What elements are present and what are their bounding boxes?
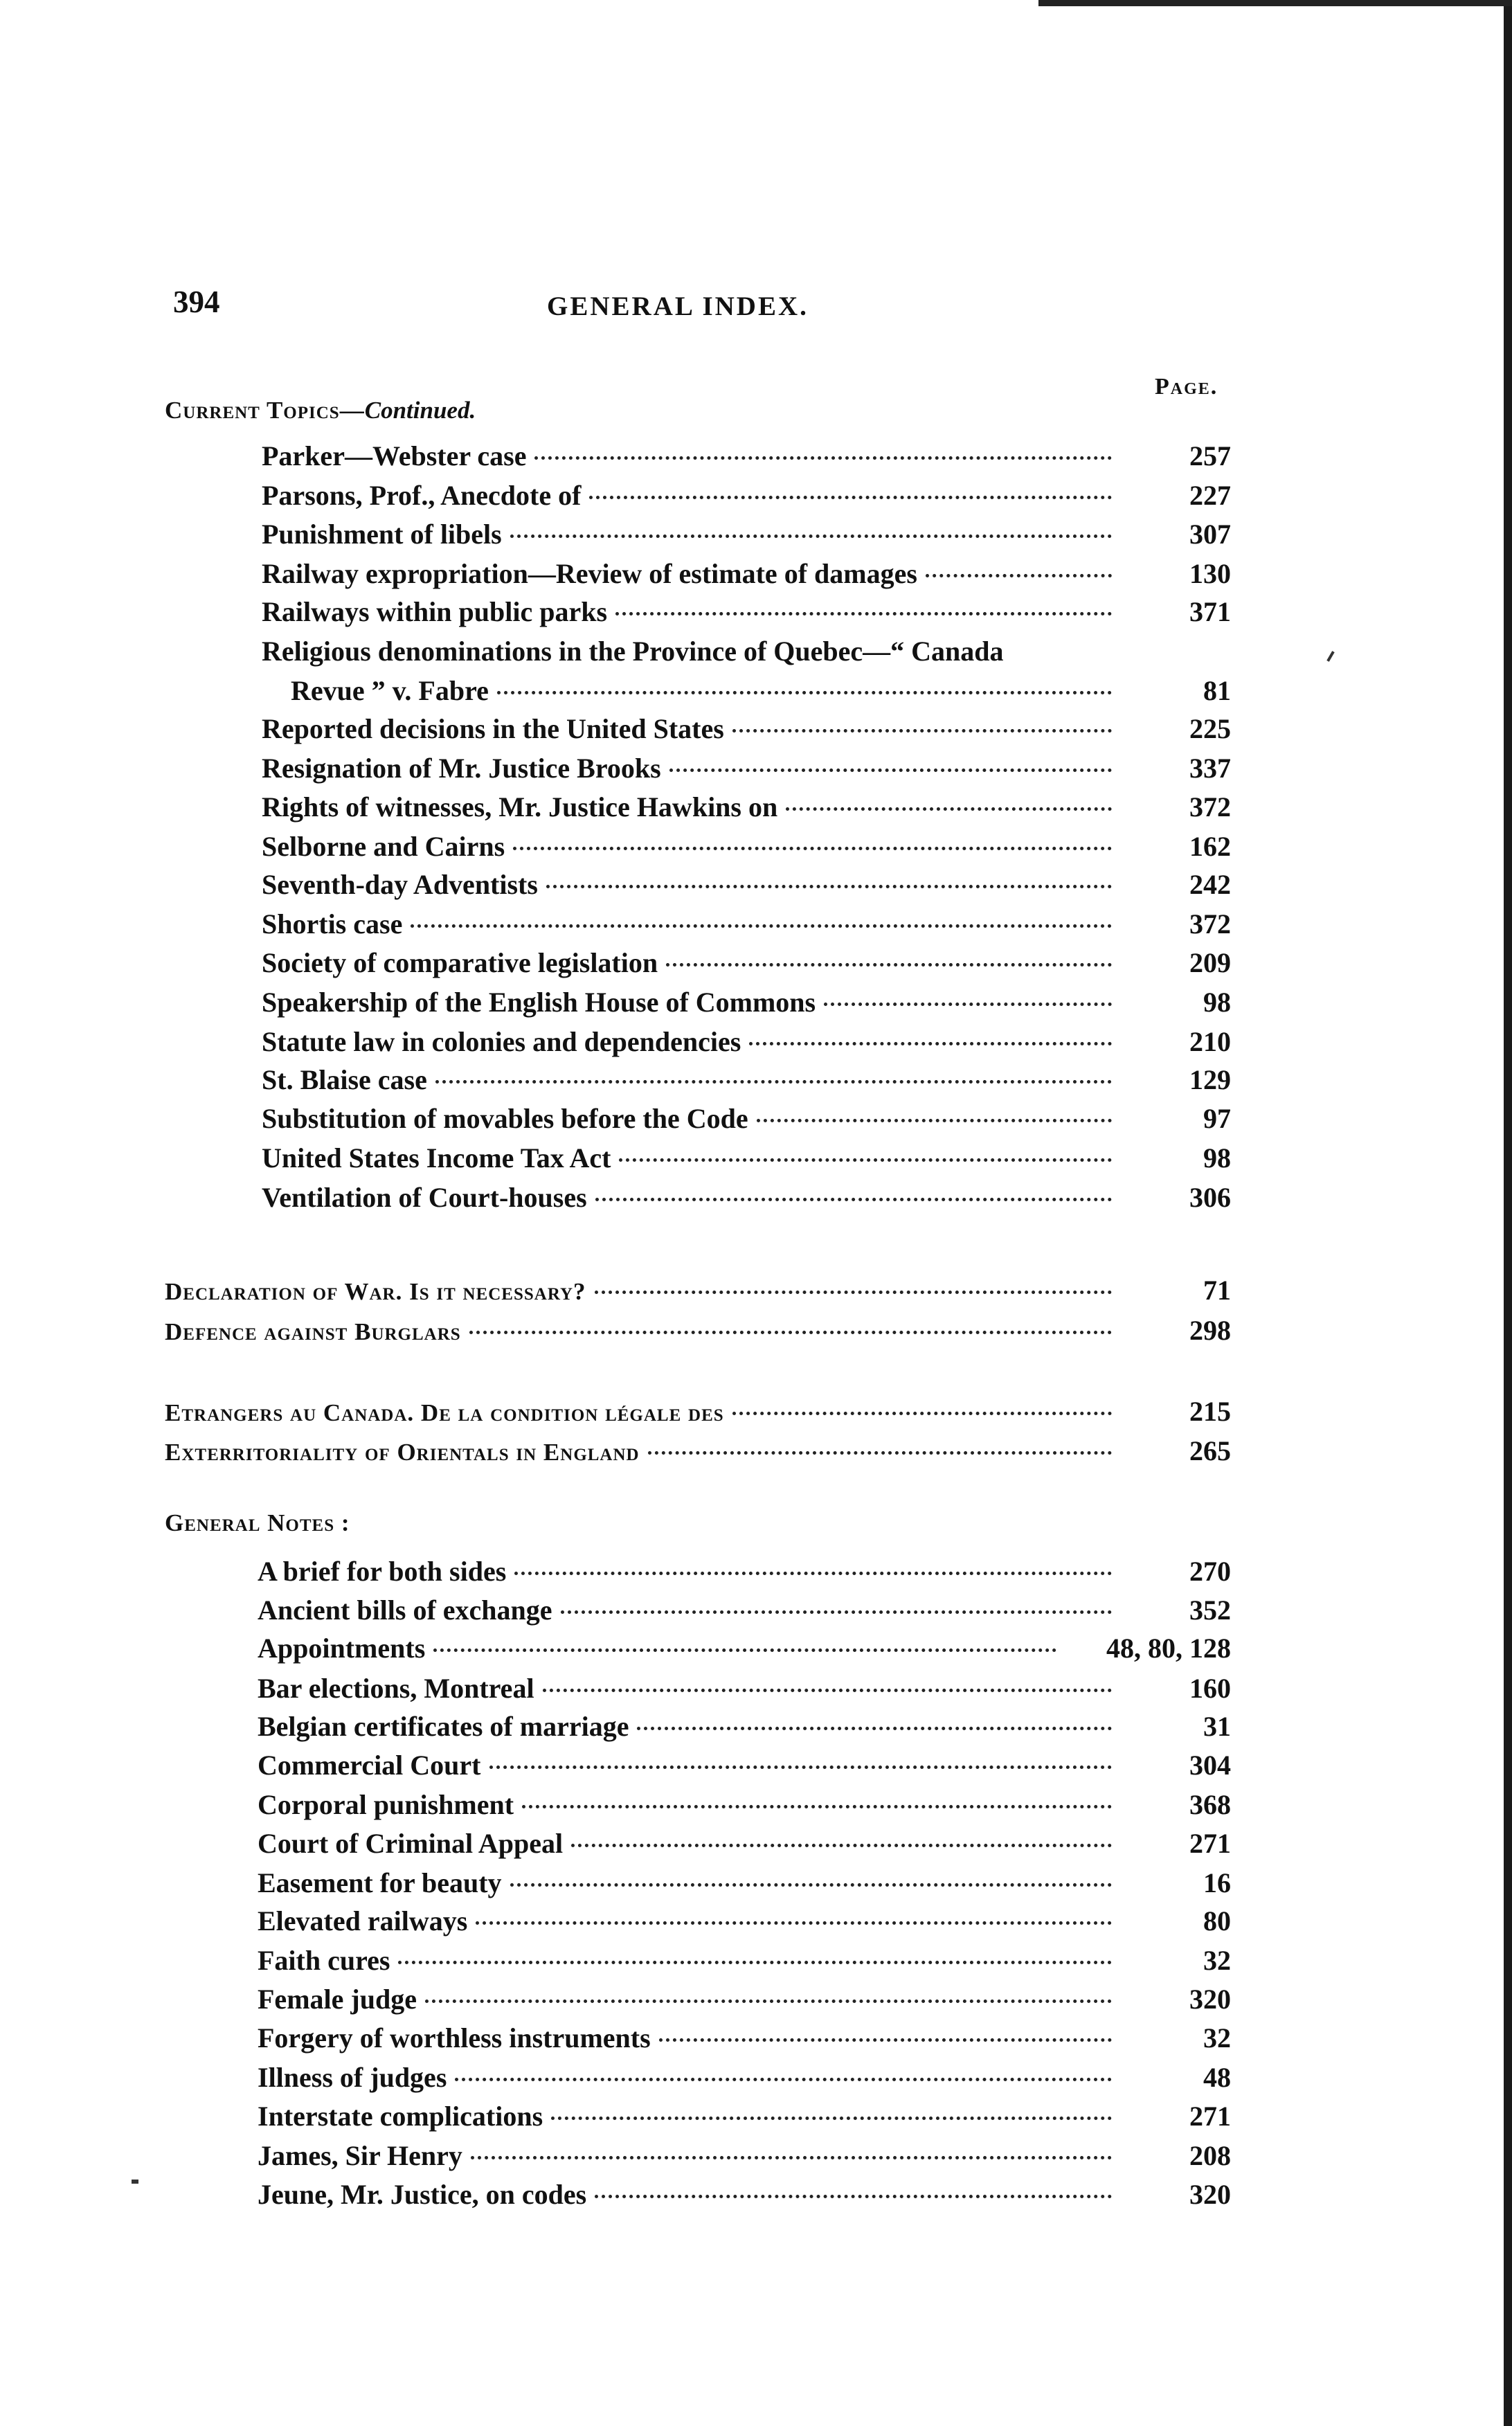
entry-page: 242 — [1189, 869, 1231, 900]
dot-leader — [471, 2156, 1112, 2159]
page-number: 394 — [173, 285, 220, 319]
scan-speck — [1326, 651, 1334, 662]
dot-leader — [926, 574, 1112, 577]
entry-label: Corporal punishment — [258, 1789, 514, 1820]
dot-leader — [497, 691, 1112, 694]
entry-page: 215 — [1189, 1396, 1231, 1427]
dot-leader — [732, 729, 1112, 733]
entry-label: Court of Criminal Appeal — [258, 1828, 564, 1859]
entry-page: 16 — [1203, 1867, 1231, 1898]
entry-label: Rights of witnesses, Mr. Justice Hawkins on — [262, 791, 778, 823]
dot-leader — [534, 456, 1112, 460]
index-entry — [258, 1747, 1231, 1783]
index-entry-top-level — [165, 1273, 1231, 1309]
dot-leader — [589, 496, 1112, 499]
index-entry-top-level — [165, 1394, 1231, 1430]
entry-page: 265 — [1189, 1435, 1231, 1466]
dot-leader — [522, 1805, 1112, 1808]
index-entry — [258, 1865, 1231, 1901]
index-entry — [262, 478, 1231, 514]
entry-page: 306 — [1189, 1182, 1231, 1213]
entry-page: 160 — [1189, 1673, 1231, 1704]
index-entry — [258, 2177, 1231, 2213]
dot-leader — [666, 963, 1112, 967]
entry-page: 368 — [1189, 1789, 1231, 1820]
entry-page: 320 — [1189, 1984, 1231, 2015]
dot-leader — [595, 1291, 1112, 1294]
index-entry — [262, 751, 1231, 787]
entry-label: St. Blaise case — [262, 1064, 427, 1095]
entry-page: 129 — [1189, 1064, 1231, 1095]
scan-speck — [132, 2180, 138, 2184]
entry-label: Society of comparative legislation — [262, 947, 658, 978]
index-entry — [262, 1062, 1231, 1098]
entry-label: Substitution of movables before the Code — [262, 1103, 748, 1134]
entry-page: 208 — [1189, 2140, 1231, 2171]
section-heading-continued: Continued. — [364, 397, 476, 424]
dot-leader — [659, 2038, 1112, 2042]
entry-page: 372 — [1189, 791, 1231, 823]
entry-label: United States Income Tax Act — [262, 1142, 611, 1174]
entry-page: 32 — [1203, 1945, 1231, 1976]
entry-page: 81 — [1203, 675, 1231, 706]
scan-edge-right — [1504, 0, 1512, 2426]
entry-label-first-line: Religious denominations in the Province of Quebec—“ Canada — [262, 636, 1004, 667]
dot-leader — [455, 2078, 1112, 2081]
entry-label: Parker—Webster case — [262, 440, 527, 471]
index-entry — [262, 1180, 1231, 1216]
entry-label: Illness of judges — [258, 2062, 447, 2093]
entry-label: Easement for beauty — [258, 1867, 502, 1898]
entry-label: Interstate complications — [258, 2101, 543, 2132]
index-entry — [258, 1630, 1231, 1666]
entry-page: 307 — [1189, 519, 1231, 550]
entry-page: 48, 80, 128 — [1106, 1633, 1231, 1664]
entry-page: 209 — [1189, 947, 1231, 978]
entry-label: Declaration of War. Is it necessary? — [165, 1278, 586, 1305]
dot-leader — [595, 1198, 1112, 1201]
entry-label: Resignation of Mr. Justice Brooks — [262, 753, 661, 784]
dot-leader — [435, 1080, 1112, 1084]
dot-leader — [476, 1921, 1112, 1925]
index-entry — [258, 1826, 1231, 1862]
dot-leader — [543, 1689, 1112, 1692]
dot-leader — [510, 1883, 1112, 1887]
dot-leader — [425, 2000, 1112, 2003]
index-entry — [262, 789, 1231, 825]
entry-label: Railway expropriation—Review of estimate of damages — [262, 558, 917, 589]
index-entry-top-level — [165, 1433, 1231, 1469]
entry-page: 130 — [1189, 558, 1231, 589]
dot-leader — [514, 1572, 1112, 1575]
index-entry — [262, 516, 1231, 552]
dot-leader — [571, 1844, 1112, 1847]
entry-label: Jeune, Mr. Justice, on codes — [258, 2179, 587, 2210]
index-entry — [262, 985, 1231, 1021]
entry-label: Selborne and Cairns — [262, 831, 505, 862]
entry-page: 304 — [1189, 1750, 1231, 1781]
index-entry — [258, 2138, 1231, 2174]
index-entry — [258, 1554, 1231, 1590]
dot-leader — [824, 1003, 1112, 1006]
dot-leader — [433, 1648, 1056, 1652]
dot-leader — [615, 612, 1112, 616]
entry-page: 271 — [1189, 1828, 1231, 1859]
entry-label: A brief for both sides — [258, 1556, 507, 1587]
entry-page: 210 — [1189, 1026, 1231, 1057]
dot-leader — [619, 1158, 1112, 1162]
index-entry — [258, 1787, 1231, 1823]
dot-leader — [513, 847, 1112, 850]
entry-page: 337 — [1189, 753, 1231, 784]
entry-label: James, Sir Henry — [258, 2140, 462, 2171]
section-heading-general-notes: General Notes : — [165, 1509, 350, 1536]
entry-label: Shortis case — [262, 908, 403, 940]
page-title: GENERAL INDEX. — [547, 291, 809, 321]
entry-label: Parsons, Prof., Anecdote of — [262, 480, 582, 511]
index-entry — [258, 2060, 1231, 2096]
entry-page: 257 — [1189, 440, 1231, 471]
dot-leader — [749, 1042, 1112, 1045]
entry-page: 80 — [1203, 1905, 1231, 1937]
dot-leader — [469, 1331, 1112, 1334]
entry-page: 271 — [1189, 2101, 1231, 2132]
entry-label: Ancient bills of exchange — [258, 1594, 552, 1626]
entry-page: 352 — [1189, 1594, 1231, 1626]
dot-leader — [595, 2195, 1112, 2198]
entry-label: Punishment of libels — [262, 519, 502, 550]
index-entry — [262, 438, 1231, 474]
dot-leader — [546, 885, 1112, 888]
entry-label: Seventh-day Adventists — [262, 869, 538, 900]
entry-page: 270 — [1189, 1556, 1231, 1587]
section-heading-text: Current Topics— — [165, 397, 365, 424]
index-entry — [262, 867, 1231, 903]
index-entry — [262, 829, 1231, 865]
page-column-label: Page. — [1155, 374, 1218, 399]
entry-page: 48 — [1203, 2062, 1231, 2093]
entry-label: Speakership of the English House of Commons — [262, 987, 816, 1018]
dot-leader — [489, 1765, 1113, 1769]
index-entry — [258, 2020, 1231, 2056]
section-heading-current-topics — [165, 397, 476, 424]
index-entry — [258, 2099, 1231, 2135]
index-entry — [262, 1101, 1231, 1137]
index-entry — [258, 1982, 1231, 2018]
index-entry — [258, 1671, 1231, 1707]
entry-label: Ventilation of Court-houses — [262, 1182, 587, 1213]
index-entry — [262, 1140, 1231, 1176]
entry-page: 298 — [1189, 1315, 1231, 1346]
dot-leader — [398, 1961, 1112, 1964]
entry-label: Revue ” v. Fabre — [291, 675, 489, 706]
entry-page: 227 — [1189, 480, 1231, 511]
entry-page: 320 — [1189, 2179, 1231, 2210]
entry-page: 98 — [1203, 1142, 1231, 1174]
entry-label: Commercial Court — [258, 1750, 481, 1781]
index-entry — [258, 1592, 1231, 1628]
dot-leader — [757, 1119, 1112, 1122]
entry-label: Exterritoriality of Orientals in England — [165, 1439, 640, 1466]
entry-page: 372 — [1189, 908, 1231, 940]
index-entry-top-level — [165, 1313, 1231, 1349]
entry-label: Appointments — [258, 1633, 426, 1664]
entry-page: 225 — [1189, 713, 1231, 744]
entry-label: Statute law in colonies and dependencies — [262, 1026, 741, 1057]
dot-leader — [637, 1727, 1112, 1730]
dot-leader — [411, 924, 1112, 928]
entry-label: Forgery of worthless instruments — [258, 2022, 651, 2054]
index-entry — [262, 906, 1231, 942]
dot-leader — [561, 1610, 1112, 1614]
dot-leader — [551, 2117, 1112, 2120]
entry-label: Belgian certificates of marriage — [258, 1711, 629, 1742]
index-entry — [262, 1024, 1231, 1060]
entry-page: 71 — [1203, 1275, 1231, 1306]
index-entry — [262, 556, 1231, 592]
index-entry — [258, 1903, 1231, 1939]
scan-edge-top — [1038, 0, 1512, 6]
entry-label: Bar elections, Montreal — [258, 1673, 534, 1704]
entry-page: 31 — [1203, 1711, 1231, 1742]
entry-label: Faith cures — [258, 1945, 390, 1976]
dot-leader — [648, 1451, 1112, 1455]
entry-page: 98 — [1203, 987, 1231, 1018]
index-entry — [258, 1943, 1231, 1979]
entry-label: Etrangers au Canada. De la condition légale des — [165, 1399, 724, 1426]
index-entry — [291, 673, 1231, 709]
entry-page: 162 — [1189, 831, 1231, 862]
entry-page: 32 — [1203, 2022, 1231, 2054]
index-entry — [262, 945, 1231, 981]
entry-page: 371 — [1189, 596, 1231, 627]
index-entry — [262, 711, 1231, 747]
entry-page: 97 — [1203, 1103, 1231, 1134]
dot-leader — [732, 1412, 1112, 1415]
index-entry — [258, 1709, 1231, 1745]
entry-label: Railways within public parks — [262, 596, 608, 627]
dot-leader — [669, 769, 1112, 772]
entry-label: Defence against Burglars — [165, 1318, 461, 1345]
index-entry — [262, 594, 1231, 630]
dot-leader — [786, 807, 1112, 811]
entry-label: Female judge — [258, 1984, 417, 2015]
entry-label: Elevated railways — [258, 1905, 468, 1937]
dot-leader — [510, 534, 1112, 538]
entry-label: Reported decisions in the United States — [262, 713, 724, 744]
